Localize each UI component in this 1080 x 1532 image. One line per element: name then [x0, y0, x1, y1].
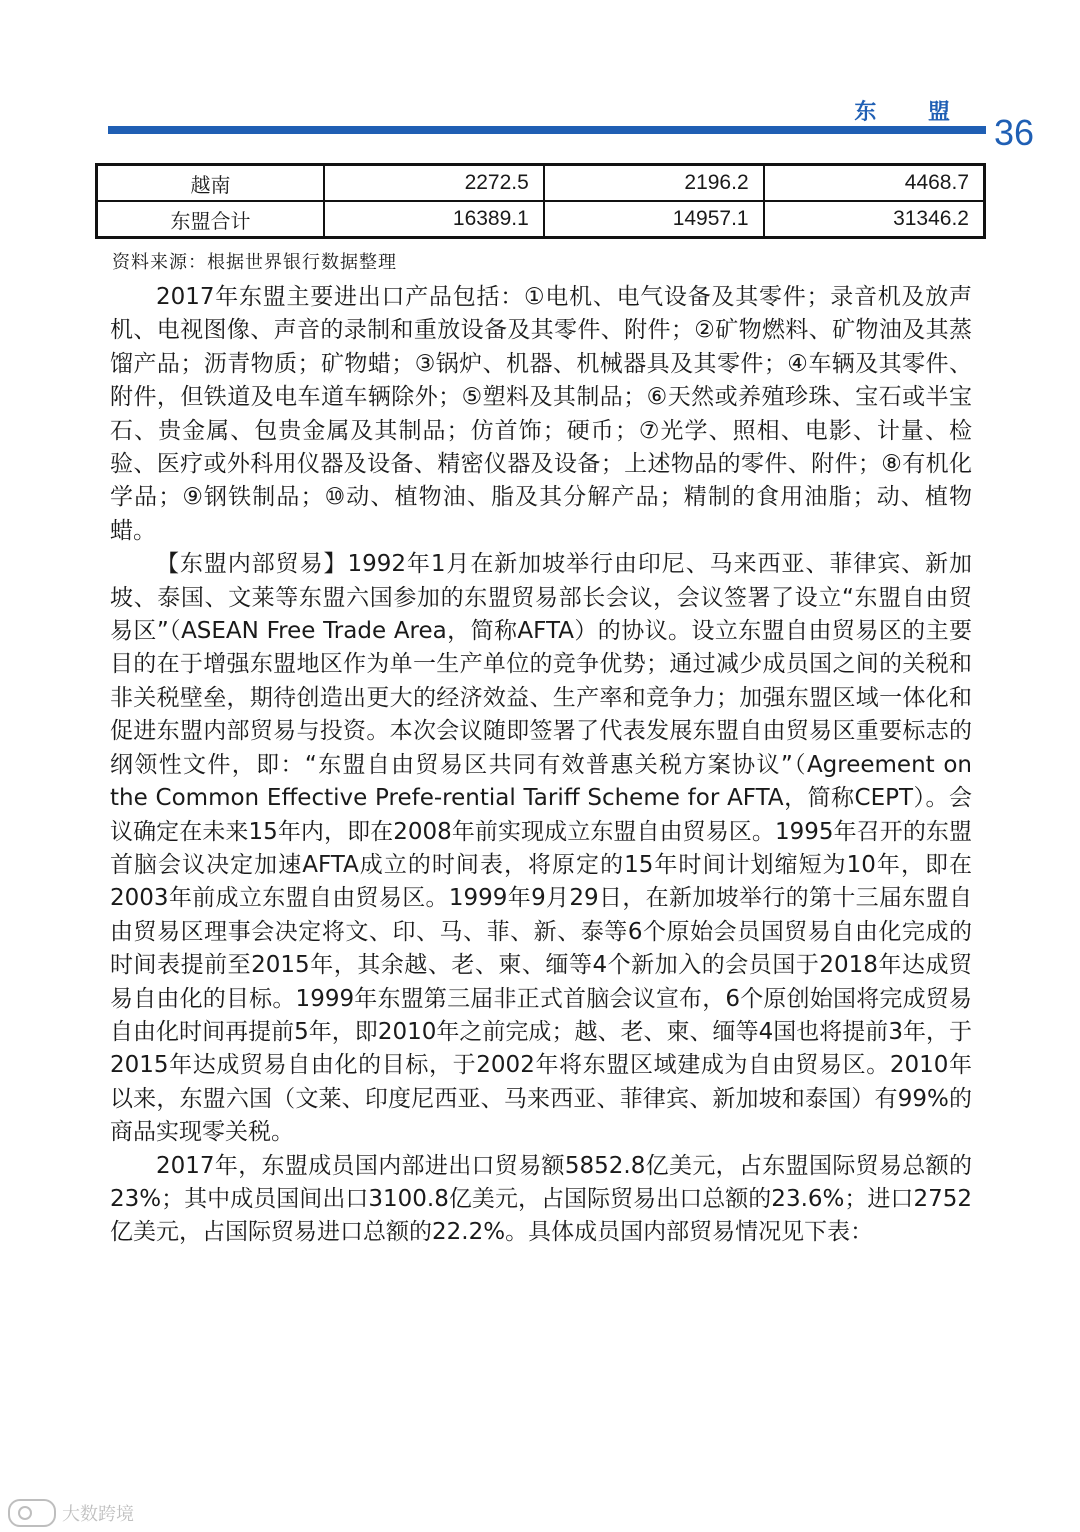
- page-number: 36: [994, 112, 1035, 153]
- table-row: [97, 201, 985, 238]
- source-note: 资料来源：根据世界银行数据整理: [112, 252, 397, 273]
- paragraph: 2017年，东盟成员国内部进出口贸易额5852.8亿美元，占东盟国际贸易总额的23%；其中成员国间出口3100.8亿美元，占国际贸易出口总额的23.6%；进口2752亿美元，占国际贸易进口总额的22.2%。具体成员国内部贸易情况见下表：: [110, 1152, 972, 1246]
- paragraph: 2017年东盟主要进出口产品包括：①电机、电气设备及其零件；录音机及放声机、电视图像、声音的录制和重放设备及其零件、附件；②矿物燃料、矿物油及其蒸馏产品；沥青物质；矿物蜡；③锅炉、机器、机械器具及其零件；④车辆及其零件、附件，但铁道及电车道车辆除外；⑤塑料及其制品；⑥天然或养殖珍珠、宝石或半宝石、贵金属、包贵金属及其制品；仿首饰；硬币；⑦光学、照相、电影、计量、检验、医疗或外科用仪器及设备、精密仪器及设备；上述物品的零件、附件；⑧有机化学品；⑨钢铁制品；⑩动、植物油、脂及其分解产品；精制的食用油脂；动、植物蜡。: [110, 284, 972, 544]
- brand-logo-icon: [8, 1499, 56, 1527]
- value-cell: 2196.2: [544, 165, 764, 202]
- value-cell: 2272.5: [324, 165, 544, 202]
- trade-table: [95, 163, 986, 239]
- value-cell: 16389.1: [324, 201, 544, 238]
- body-text: [110, 281, 972, 1250]
- watermark-text: 大数跨境: [62, 1504, 134, 1525]
- value-cell: 4468.7: [764, 165, 985, 202]
- table-row: [97, 165, 985, 202]
- watermark: [8, 1498, 134, 1528]
- value-cell: 14957.1: [544, 201, 764, 238]
- value-cell: 31346.2: [764, 201, 985, 238]
- country-cell: 东盟合计: [97, 201, 325, 238]
- country-cell: 越南: [97, 165, 325, 202]
- paragraph: 【东盟内部贸易】1992年1月在新加坡举行由印尼、马来西亚、菲律宾、新加坡、泰国、文莱等东盟六国参加的东盟贸易部长会议，会议签署了设立“东盟自由贸易区”（ASEAN Free Trade Area，简称AFTA）的协议。设立东盟自由贸易区的主要目的在于增强东盟地区作为单一生产单位的竞争优势；通过减少成员国之间的关税和非关税壁垒，期待创造出更大的经济效益、生产率和竞争力；加强东盟区域一体化和促进东盟内部贸易与投资。本次会议随即签署了代表发展东盟自由贸易区重要标志的纲领性文件，即：“东盟自由贸易区共同有效普惠关税方案协议”（Agreement on the Common Effective Prefe-rential Tariff Scheme for AFTA，简称CEPT）。会议确定在未来15年内，即在2008年前实现成立东盟自由贸易区。1995年召开的东盟首脑会议决定加速AFTA成立的时间表，将原定的15年时间计划缩短为10年，即在2003年前成立东盟自由贸易区。1999年9月29日，在新加坡举行的第十三届东盟自由贸易区理事会决定将文、印、马、菲、新、泰等6个原始会员国贸易自由化完成的时间表提前至2015年，其余越、老、柬、缅等4个新加入的会员国于2018年达成贸易自由化的目标。1999年东盟第三届非正式首脑会议宣布，6个原创始国将完成贸易自由化时间再提前5年，即2010年之前完成；越、老、柬、缅等4国也将提前3年，于2015年达成贸易自由化的目标，于2002年将东盟区域建成为自由贸易区。2010年以来，东盟六国（文莱、印度尼西亚、马来西亚、菲律宾、新加坡和泰国）有99%的商品实现零关税。: [110, 551, 972, 1146]
- section-title: 东 盟: [854, 100, 972, 125]
- header-rule: [108, 126, 986, 134]
